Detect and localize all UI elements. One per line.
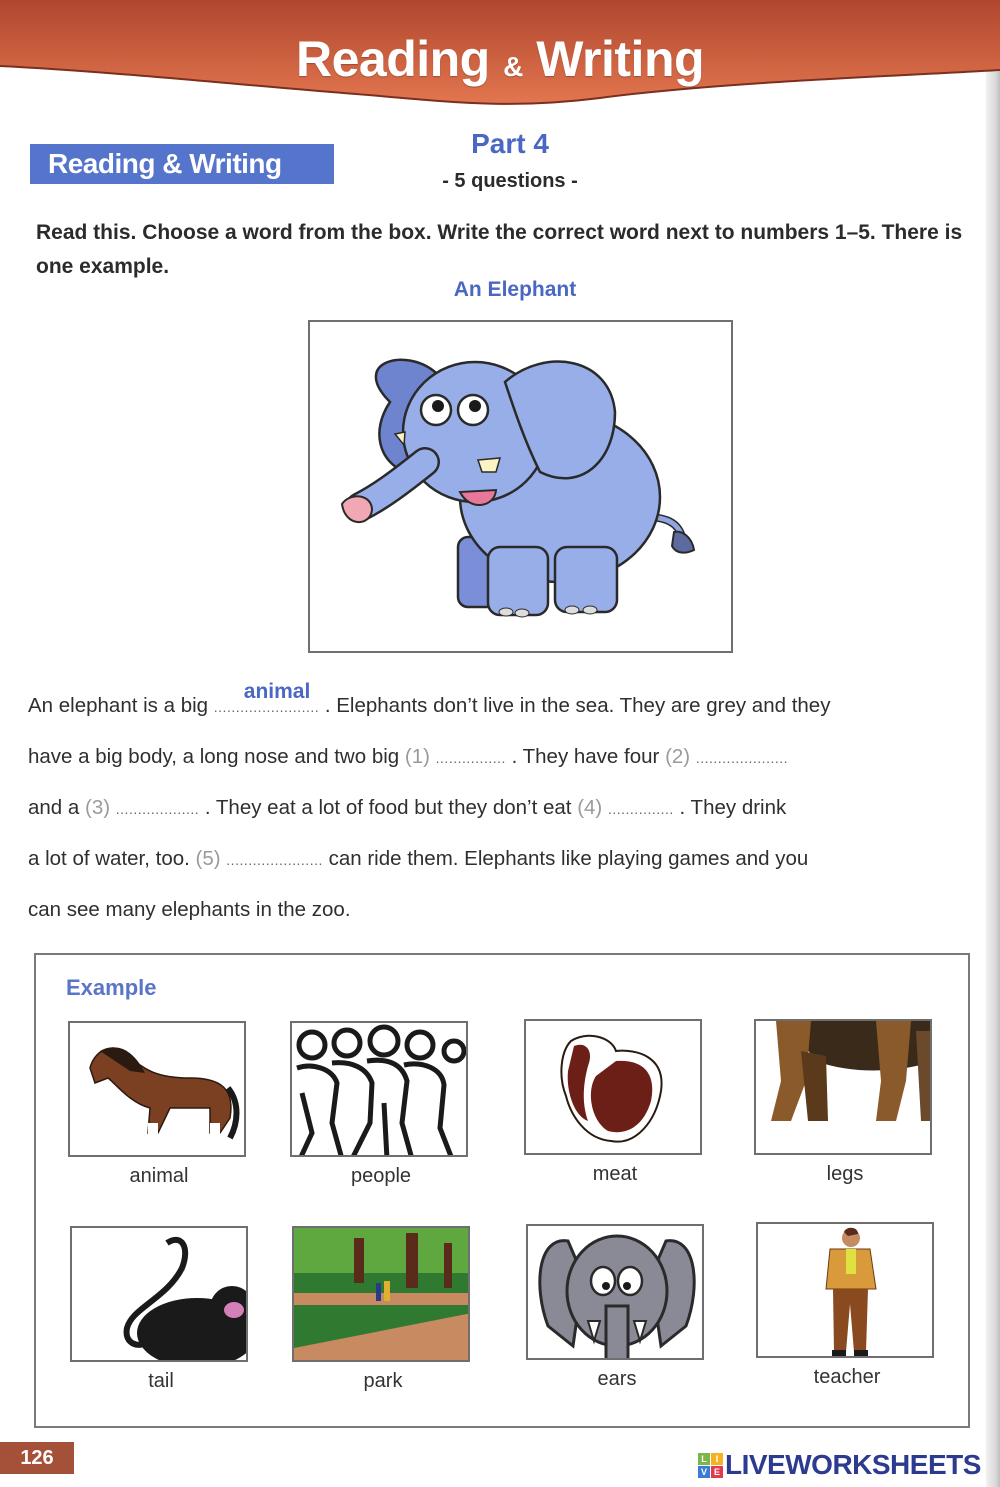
logo-tile: E xyxy=(711,1466,723,1478)
question-number-4: (4) xyxy=(577,796,603,819)
liveworksheets-brand: LIVEWORKSHEETS xyxy=(725,1449,981,1480)
example-answer-blank xyxy=(214,680,319,733)
story-text-segment: have a big body, a long nose and two big xyxy=(28,745,400,768)
elephant-image xyxy=(308,320,733,653)
elephant-icon xyxy=(310,322,731,651)
word-label: animal xyxy=(129,1165,189,1187)
mouse-tail-icon xyxy=(70,1226,248,1362)
story-text-segment: . They have four xyxy=(511,745,660,768)
section-label: Reading & Writing xyxy=(30,144,334,184)
question-number-3: (3) xyxy=(85,796,111,819)
word-label: park xyxy=(363,1370,403,1392)
question-number-5: (5) xyxy=(195,847,221,870)
word-card-park xyxy=(292,1226,474,1393)
story-line-3 xyxy=(28,782,968,833)
logo-tile: I xyxy=(711,1453,723,1465)
word-label: teacher xyxy=(813,1366,881,1388)
story-title: An Elephant xyxy=(453,278,577,301)
word-label: people xyxy=(350,1165,412,1187)
example-answer: animal xyxy=(243,680,311,703)
header-banner xyxy=(0,0,1000,110)
word-card-teacher xyxy=(756,1222,938,1389)
story-line-5 xyxy=(28,884,968,935)
meat-icon xyxy=(524,1019,702,1155)
banner-title-word1: Reading xyxy=(295,31,490,87)
word-card-animal xyxy=(68,1021,250,1188)
answer-blank-3[interactable]: ................... xyxy=(115,801,200,817)
story-text-segment: can ride them. Elephants like playing games and you xyxy=(328,847,809,870)
liveworksheets-logo[interactable] xyxy=(698,1450,981,1480)
logo-tile: V xyxy=(698,1466,710,1478)
story-text-segment: a lot of water, too. xyxy=(28,847,190,870)
banner-title-word2: Writing xyxy=(536,31,705,87)
word-card-tail xyxy=(70,1226,252,1393)
story-text-segment: . They eat a lot of food but they don’t eat xyxy=(204,796,572,819)
horse-icon xyxy=(68,1021,246,1157)
banner-title xyxy=(0,30,1000,88)
answer-blank-1[interactable]: ................ xyxy=(435,750,506,766)
answer-blank-2[interactable]: ..................... xyxy=(695,750,789,766)
story-text-segment: can see many elephants in the zoo. xyxy=(28,898,351,921)
logo-tile: L xyxy=(698,1453,710,1465)
people-outline-icon xyxy=(290,1021,468,1157)
story-line-1 xyxy=(28,680,968,731)
word-card-legs xyxy=(754,1019,936,1186)
story-line-2 xyxy=(28,731,968,782)
park-icon xyxy=(292,1226,470,1362)
answer-blank-4[interactable]: ............... xyxy=(607,801,674,817)
elephant-ears-icon xyxy=(526,1224,704,1360)
word-label: tail xyxy=(148,1370,174,1392)
word-box xyxy=(34,953,970,1428)
story-text-segment: and a xyxy=(28,796,80,819)
word-label: ears xyxy=(597,1368,637,1390)
part-title: Part 4 xyxy=(471,128,549,159)
question-number-2: (2) xyxy=(665,745,691,768)
page-edge xyxy=(986,0,1000,1487)
banner-title-amp: & xyxy=(503,51,523,82)
word-label: meat xyxy=(592,1163,638,1185)
word-label: legs xyxy=(826,1163,864,1185)
word-card-people xyxy=(290,1021,472,1188)
story-text xyxy=(28,680,968,935)
word-card-ears xyxy=(526,1224,708,1391)
part-subtitle: - 5 questions - xyxy=(442,170,578,192)
answer-blank-5[interactable]: ...................... xyxy=(226,852,323,868)
question-number-1: (1) xyxy=(404,745,430,768)
story-text-segment: . Elephants don’t live in the sea. They are grey and they xyxy=(324,694,831,717)
story-text-segment: . They drink xyxy=(679,796,787,819)
word-card-meat xyxy=(524,1019,706,1186)
example-label: Example xyxy=(66,975,157,1000)
liveworksheets-tiles-icon xyxy=(698,1453,723,1478)
page-number: 126 xyxy=(0,1442,74,1474)
story-text-segment: An elephant is a big xyxy=(28,694,209,717)
story-line-4 xyxy=(28,833,968,884)
instructions: Read this. Choose a word from the box. Write the correct word next to numbers 1–5. There is one example. xyxy=(36,221,963,278)
blank-dots: ........................ xyxy=(213,699,320,715)
animal-legs-icon xyxy=(754,1019,932,1155)
teacher-icon xyxy=(756,1222,934,1358)
